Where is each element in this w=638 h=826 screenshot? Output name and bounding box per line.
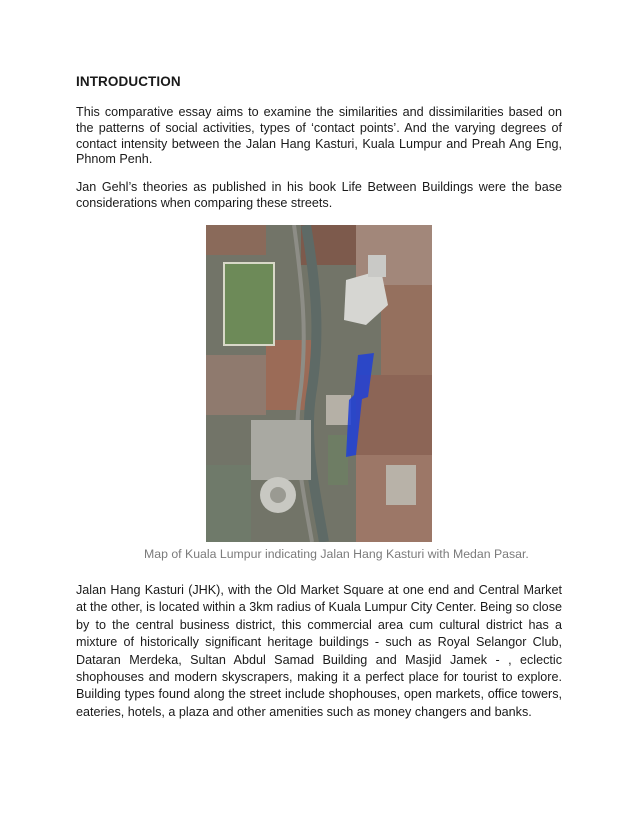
theory-paragraph: Jan Gehl’s theories as published in his book Life Between Buildings were the base considerations when comparing these streets. bbox=[76, 180, 562, 210]
section-heading: INTRODUCTION bbox=[76, 74, 181, 89]
body-paragraph: Jalan Hang Kasturi (JHK), with the Old Market Square at one end and Central Market at the other, is located within a 3km radius of Kuala Lumpur City Center. Being so close by to the central business district, this commercial area cum cultural district has a mixture of historically significant heritage buildings - such as Royal Selangor Club, Dataran Merdeka, Sultan Abdul Samad Building and Masjid Jamek - , eclectic shophouses and modern skyscrapers, making it a perfect place for tourist to explore. Building types found along the street include shophouses, open markets, office towers, eateries, hotels, a plaza and other amenities such as money changers and banks. bbox=[76, 583, 562, 719]
figure-caption: Map of Kuala Lumpur indicating Jalan Hang Kasturi with Medan Pasar. bbox=[144, 547, 529, 561]
intro-paragraph: This comparative essay aims to examine the similarities and dissimilarities based on the patterns of social activities, types of ‘contact points’. And the varying degrees of contact intensity between the Jalan Hang Kasturi, Kuala Lumpur and Preah Ang Eng, Phnom Penh. bbox=[76, 105, 562, 167]
satellite-map-image bbox=[206, 225, 432, 542]
